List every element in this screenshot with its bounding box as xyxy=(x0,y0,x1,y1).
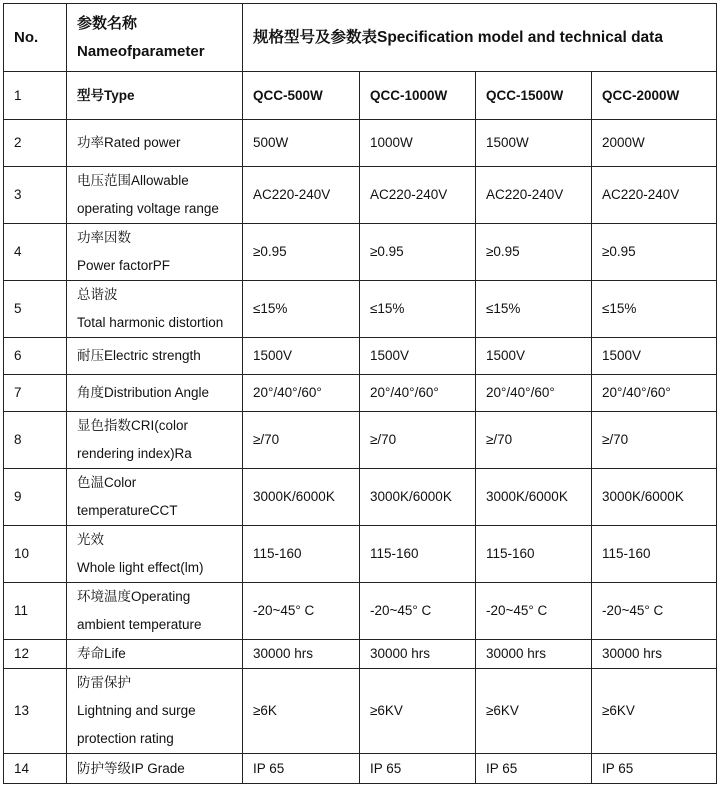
parameter-name-line: 色温Color xyxy=(77,475,137,490)
parameter-value: -20~45° C xyxy=(476,583,592,640)
parameter-value: ≥/70 xyxy=(360,412,476,469)
parameter-value: -20~45° C xyxy=(360,583,476,640)
parameter-name xyxy=(67,72,243,120)
parameter-value: ≤15% xyxy=(476,281,592,338)
row-number: 6 xyxy=(4,338,67,375)
parameter-name-line: Lightning and surge xyxy=(77,703,196,718)
parameter-name xyxy=(67,375,243,412)
parameter-name xyxy=(67,754,243,784)
parameter-value: 30000 hrs xyxy=(476,640,592,669)
parameter-value: AC220-240V xyxy=(243,167,360,224)
parameter-value: QCC-2000W xyxy=(592,72,717,120)
parameter-value: ≥6KV xyxy=(592,669,717,754)
parameter-value: IP 65 xyxy=(243,754,360,784)
parameter-value: 20°/40°/60° xyxy=(476,375,592,412)
parameter-value: 115-160 xyxy=(592,526,717,583)
parameter-value: ≥/70 xyxy=(476,412,592,469)
table-body xyxy=(4,4,717,784)
parameter-name xyxy=(67,167,243,224)
parameter-value: 3000K/6000K xyxy=(592,469,717,526)
header-param-cn: 参数名称 xyxy=(77,14,138,32)
parameter-name-line: 环境温度Operating xyxy=(77,589,191,604)
parameter-name-line: 寿命Life xyxy=(77,646,126,661)
parameter-value: -20~45° C xyxy=(592,583,717,640)
table-row xyxy=(4,338,717,375)
parameter-value: AC220-240V xyxy=(476,167,592,224)
header-spec-title: 规格型号及参数表Specification model and technical data xyxy=(243,4,717,72)
parameter-name-line: 总谐波 xyxy=(77,287,118,302)
parameter-name-line: 耐压Electric strength xyxy=(77,348,201,363)
row-number: 2 xyxy=(4,120,67,167)
row-number: 13 xyxy=(4,669,67,754)
table-row xyxy=(4,375,717,412)
parameter-value: AC220-240V xyxy=(592,167,717,224)
parameter-value: 3000K/6000K xyxy=(476,469,592,526)
table-row xyxy=(4,224,717,281)
parameter-name-line: 功率因数 xyxy=(77,230,131,245)
parameter-value: 20°/40°/60° xyxy=(360,375,476,412)
parameter-name xyxy=(67,469,243,526)
table-row xyxy=(4,167,717,224)
parameter-name xyxy=(67,120,243,167)
parameter-name-line: temperatureCCT xyxy=(77,503,178,518)
parameter-value: 115-160 xyxy=(243,526,360,583)
parameter-value: 20°/40°/60° xyxy=(592,375,717,412)
parameter-value: QCC-1500W xyxy=(476,72,592,120)
specification-table xyxy=(3,3,717,784)
parameter-name-line: Power factorPF xyxy=(77,258,171,273)
parameter-value: 20°/40°/60° xyxy=(243,375,360,412)
parameter-value: 115-160 xyxy=(476,526,592,583)
table-row xyxy=(4,469,717,526)
parameter-name-line: 防雷保护 xyxy=(77,675,131,690)
parameter-value: QCC-1000W xyxy=(360,72,476,120)
parameter-value: 1500V xyxy=(592,338,717,375)
parameter-name xyxy=(67,583,243,640)
header-row xyxy=(4,4,717,72)
parameter-value: 30000 hrs xyxy=(243,640,360,669)
table-row xyxy=(4,412,717,469)
parameter-value: 1000W xyxy=(360,120,476,167)
parameter-value: AC220-240V xyxy=(360,167,476,224)
table-row xyxy=(4,640,717,669)
parameter-name xyxy=(67,281,243,338)
parameter-value: 1500V xyxy=(476,338,592,375)
row-number: 9 xyxy=(4,469,67,526)
parameter-value: ≥0.95 xyxy=(243,224,360,281)
parameter-name-line: rendering index)Ra xyxy=(77,446,192,461)
parameter-value: ≥/70 xyxy=(243,412,360,469)
parameter-value: ≤15% xyxy=(243,281,360,338)
table-row xyxy=(4,526,717,583)
header-param-en: Nameofparameter xyxy=(77,42,205,60)
parameter-value: ≥0.95 xyxy=(592,224,717,281)
row-number: 3 xyxy=(4,167,67,224)
parameter-name xyxy=(67,338,243,375)
header-parameter-name xyxy=(67,4,243,72)
table-row xyxy=(4,669,717,754)
parameter-value: IP 65 xyxy=(476,754,592,784)
parameter-name-line: protection rating xyxy=(77,731,174,746)
row-number: 11 xyxy=(4,583,67,640)
parameter-name-line: 型号Type xyxy=(77,87,135,103)
parameter-name xyxy=(67,224,243,281)
parameter-name-line: operating voltage range xyxy=(77,201,219,216)
parameter-value: 1500W xyxy=(476,120,592,167)
parameter-value: ≥/70 xyxy=(592,412,717,469)
parameter-value: 500W xyxy=(243,120,360,167)
table-row xyxy=(4,583,717,640)
parameter-value: ≥6K xyxy=(243,669,360,754)
parameter-value: 3000K/6000K xyxy=(243,469,360,526)
parameter-name-line: 角度Distribution Angle xyxy=(77,385,210,400)
parameter-value: ≥6KV xyxy=(476,669,592,754)
parameter-value: 30000 hrs xyxy=(360,640,476,669)
parameter-name-line: ambient temperature xyxy=(77,617,202,632)
table-row xyxy=(4,754,717,784)
parameter-value: 1500V xyxy=(243,338,360,375)
parameter-name-line: 防护等级IP Grade xyxy=(77,760,185,776)
parameter-name-line: Whole light effect(lm) xyxy=(77,560,204,575)
parameter-value: 2000W xyxy=(592,120,717,167)
row-number: 4 xyxy=(4,224,67,281)
parameter-value: ≥6KV xyxy=(360,669,476,754)
parameter-value: 115-160 xyxy=(360,526,476,583)
row-number: 7 xyxy=(4,375,67,412)
parameter-value: 3000K/6000K xyxy=(360,469,476,526)
parameter-value: IP 65 xyxy=(592,754,717,784)
parameter-value: -20~45° C xyxy=(243,583,360,640)
parameter-value: ≤15% xyxy=(360,281,476,338)
parameter-name-line: 电压范围Allowable xyxy=(77,173,189,188)
header-no: No. xyxy=(4,4,67,72)
table-row xyxy=(4,72,717,120)
parameter-value: ≤15% xyxy=(592,281,717,338)
table-row xyxy=(4,120,717,167)
row-number: 12 xyxy=(4,640,67,669)
row-number: 5 xyxy=(4,281,67,338)
table-row xyxy=(4,281,717,338)
parameter-name-line: Total harmonic distortion xyxy=(77,315,224,330)
parameter-name xyxy=(67,412,243,469)
parameter-name-line: 显色指数CRI(color xyxy=(77,418,189,433)
row-number: 10 xyxy=(4,526,67,583)
row-number: 8 xyxy=(4,412,67,469)
parameter-name-line: 功率Rated power xyxy=(77,135,181,150)
parameter-value: 30000 hrs xyxy=(592,640,717,669)
parameter-name-line: 光效 xyxy=(77,532,104,547)
parameter-value: ≥0.95 xyxy=(360,224,476,281)
parameter-name xyxy=(67,669,243,754)
parameter-value: QCC-500W xyxy=(243,72,360,120)
row-number: 1 xyxy=(4,72,67,120)
row-number: 14 xyxy=(4,754,67,784)
parameter-value: ≥0.95 xyxy=(476,224,592,281)
parameter-value: IP 65 xyxy=(360,754,476,784)
parameter-value: 1500V xyxy=(360,338,476,375)
parameter-name xyxy=(67,526,243,583)
parameter-name xyxy=(67,640,243,669)
